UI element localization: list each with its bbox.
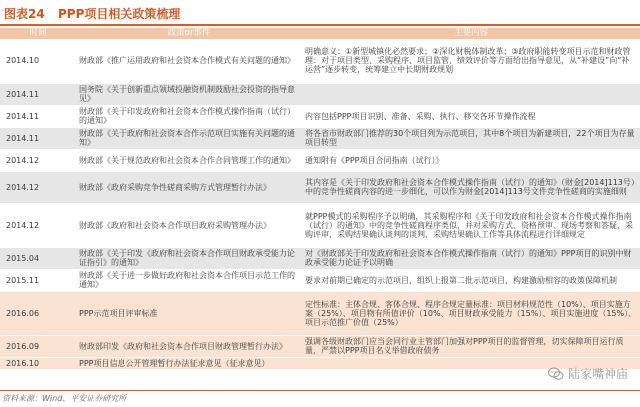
- cell-content: 对《财政部关于印发政府和社会资本合作模式操作指南（试行）的通知》PPP项目的识别中财政承受能力论证予以明确: [302, 247, 640, 269]
- table-row: [0, 247, 640, 269]
- figure-title: PPP项目相关政策梳理: [58, 7, 181, 21]
- column-header-policy: 政策or事件: [76, 28, 302, 39]
- cell-policy: 财政部《政府和社会资本合作项目政府采购管理办法》: [76, 203, 302, 247]
- cell-time: 2015.04: [0, 247, 76, 269]
- column-header-time: 时间: [0, 28, 76, 39]
- cell-policy: 财政部《关于政府和社会资本合作示范项目实施有关问题的通知》: [76, 127, 302, 149]
- cell-content: 将各省市财政部门推荐的30个项目列为示范项目，其中8个项目为新建项目，22个项目为存量项目转型: [302, 127, 640, 149]
- table-row: [0, 171, 640, 203]
- cell-time: 2016.06: [0, 291, 76, 335]
- policy-table: [0, 28, 640, 370]
- figure-label: 图表24: [4, 7, 45, 21]
- cell-content: 要求对前期已确定的示范项目，组织上报第二批示范项目，构建激励相容的政策保障机制: [302, 269, 640, 291]
- cell-content: [302, 83, 640, 105]
- cell-time: 2016.09: [0, 335, 76, 357]
- cell-policy: 财政部《关于进一步做好政府和社会资本合作项目示范工作的通知》: [76, 269, 302, 291]
- watermark: [548, 365, 628, 382]
- cell-time: 2014.12: [0, 203, 76, 247]
- cell-time: 2015.11: [0, 269, 76, 291]
- table-row: [0, 357, 640, 369]
- cell-policy: 财政部《关于规范政府和社会资本合作合同管理工作的通知》: [76, 149, 302, 171]
- cell-policy: 财政部《推广运用政府和社会资本合作模式有关问题的通知》: [76, 39, 302, 83]
- table-row: [0, 203, 640, 247]
- cell-content: 其内容是《关于印发政府和社会资本合作模式操作指南（试行）的通知》（财金[2014]113号）中的竞争性磋商内容的进一步细化，可以作为财金[2014]113号文件竞争性磋商的实施细则: [302, 171, 640, 203]
- cell-policy: 财政部《关于印发《政府和社会资本合作项目财政承受能力论证指引》的通知》: [76, 247, 302, 269]
- cell-content: 定性标准：主体合规、客体合规、程序合规定量标准：项目材料规范性（10%）、项目实施方案（25%）、项目物有所值评价（10%、项目财政承受能力（15%）、项目实施进度（15%）、项目示范推广价值（25%）: [302, 291, 640, 335]
- source-divider: [0, 390, 640, 391]
- cell-content: 明确意义：①新型城镇化必然要求；②深化财税体制改革；③政府职能转变项目示范和财政管理：对于项目类型、采购程序、项目监管、绩效评价等方面给出指导意见，从“补建设”向“补运营”逐步转变，统筹建立中长期财政规划: [302, 39, 640, 83]
- cell-content: 就PPP模式的采购程序予以明确，其采购程序和《关于印发政府和社会资本合作模式操作指南（试行）的通知》中的竞争性磋商程序类似，并对采购方式、资格预审、现场考察和答疑、采购评审、采购结果确认谈判的谈判、采购结果确认工作等具体流程进行详细规定: [302, 203, 640, 247]
- cell-content: 内容包括PPP项目识别、准备、采购、执行、移交各环节操作流程: [302, 105, 640, 127]
- policy-table-body: [0, 39, 640, 369]
- cell-time: 2014.12: [0, 171, 76, 203]
- cell-policy: 财政部《政府采购竞争性磋商采购方式管理暂行办法》: [76, 171, 302, 203]
- table-row: [0, 335, 640, 357]
- cell-policy: PPP项目信息公开管理暂行办法征求意见（征求意见）: [76, 357, 302, 369]
- table-row: [0, 83, 640, 105]
- cell-policy: 财政部印发《政府和社会资本合作项目财政管理暂行办法》: [76, 335, 302, 357]
- cell-policy: 财政部《关于印发政府和社会资本合作模式操作指南（试行）的通知》: [76, 105, 302, 127]
- table-row: [0, 105, 640, 127]
- wechat-icon: [548, 367, 564, 381]
- figure-header: [0, 0, 640, 26]
- source-note: 资料来源：Wind、平安证券研究所: [2, 394, 127, 403]
- cell-content: 强调各级财政部门应当会同行业主管部门加强对PPP项目的监督管理，切实保障项目运行质量，严禁以PPP项目名义举借政府债务: [302, 335, 640, 357]
- cell-content: 通知附有《PPP项目合同指南（试行）》: [302, 149, 640, 171]
- column-header-content: 主要内容: [302, 28, 640, 39]
- cell-time: 2014.11: [0, 83, 76, 105]
- watermark-text: 陆家嘴神庙: [567, 367, 628, 381]
- cell-time: 2014.10: [0, 39, 76, 83]
- cell-time: 2016.10: [0, 357, 76, 369]
- cell-time: 2014.11: [0, 105, 76, 127]
- cell-time: 2014.11: [0, 127, 76, 149]
- table-row: [0, 127, 640, 149]
- cell-policy: 国务院《关于创新重点领域投融资机制鼓励社会投资的指导意见》: [76, 83, 302, 105]
- table-row: [0, 291, 640, 335]
- table-row: [0, 149, 640, 171]
- cell-policy: PPP示范项目评审标准: [76, 291, 302, 335]
- cell-time: 2014.12: [0, 149, 76, 171]
- table-row: [0, 39, 640, 83]
- table-header-row: [0, 28, 640, 39]
- table-row: [0, 269, 640, 291]
